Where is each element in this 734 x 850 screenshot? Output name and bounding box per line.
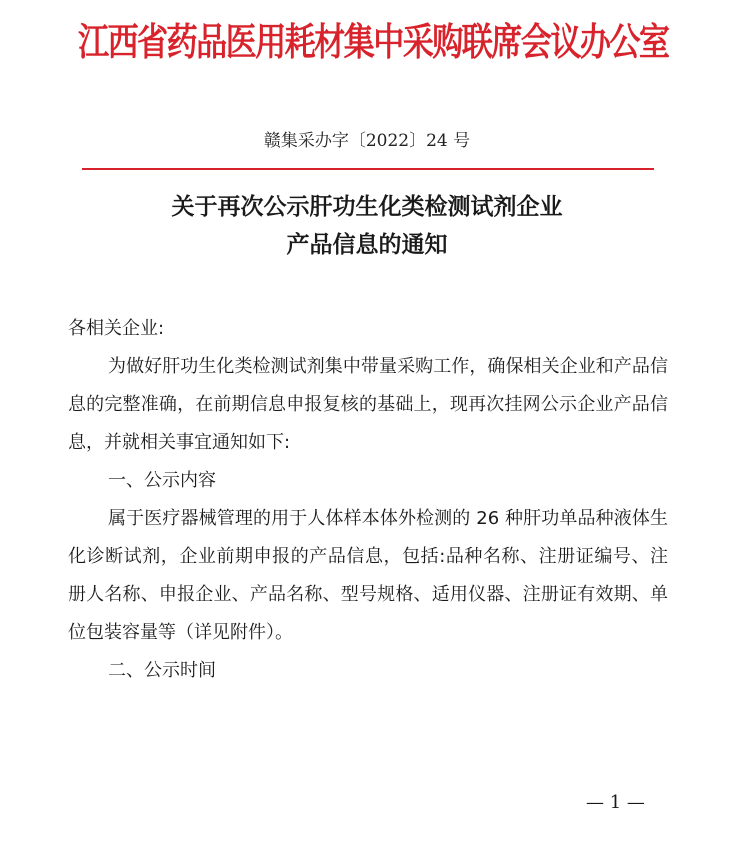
notice-title <box>0 188 734 264</box>
section-1-paragraph: 属于医疗器械管理的用于人体样本体外检测的 26 种肝功单品种液体生化诊断试剂，企业前期申报的产品信息，包括:品种名称、注册证编号、注册人名称、申报企业、产品名称、型号规格、适用仪器、注册证有效期、单位包装容量等（详见附件）。 <box>68 508 668 643</box>
issuing-office-header: 江西省药品医用耗材集中采购联席会议办公室 <box>78 19 669 64</box>
notice-title-line-2: 产品信息的通知 <box>286 231 448 258</box>
document-number: 赣集采办字〔2022〕24 号 <box>263 131 471 151</box>
page-number: — 1 — <box>586 792 645 813</box>
section-2-heading: 二、公示时间 <box>108 660 216 681</box>
notice-title-line-1: 关于再次公示肝功生化类检测试剂企业 <box>171 193 563 220</box>
salutation: 各相关企业: <box>68 318 165 339</box>
red-divider-line <box>82 168 654 170</box>
notice-body <box>68 310 668 690</box>
section-1-heading: 一、公示内容 <box>108 470 216 491</box>
intro-paragraph: 为做好肝功生化类检测试剂集中带量采购工作，确保相关企业和产品信息的完整准确，在前期信息申报复核的基础上，现再次挂网公示企业产品信息，并就相关事宜通知如下: <box>68 356 668 453</box>
